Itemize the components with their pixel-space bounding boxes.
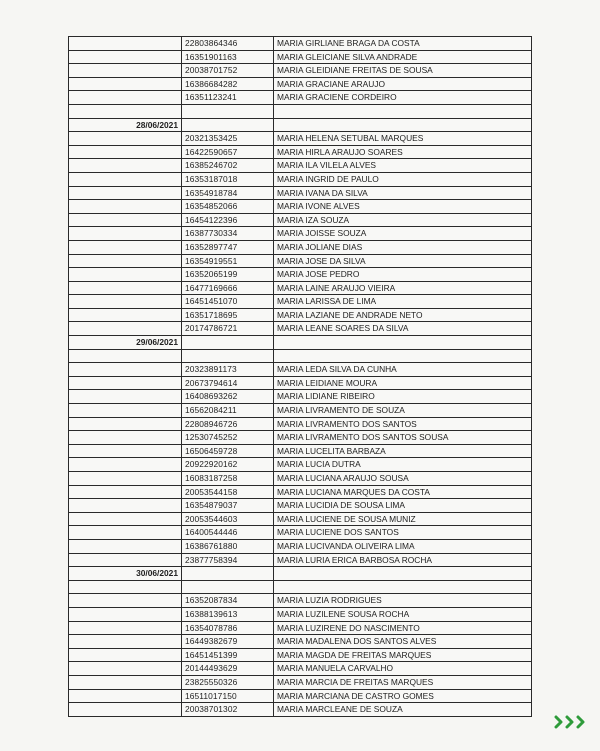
id-number-cell: 16562084211 xyxy=(182,404,274,418)
id-number-cell: 16451451070 xyxy=(182,295,274,309)
name-cell xyxy=(274,336,532,350)
table-row xyxy=(69,404,532,418)
id-number-cell: 16386761880 xyxy=(182,539,274,553)
name-cell xyxy=(274,580,532,594)
date-cell xyxy=(69,594,182,608)
date-cell xyxy=(69,64,182,78)
name-cell: MARIA LIVRAMENTO DE SOUZA xyxy=(274,404,532,418)
id-number-cell: 16354078786 xyxy=(182,621,274,635)
name-cell: MARIA JOSE PEDRO xyxy=(274,268,532,282)
id-number-cell: 20323891173 xyxy=(182,363,274,377)
table-row xyxy=(69,240,532,254)
date-cell xyxy=(69,499,182,513)
table-row xyxy=(69,213,532,227)
table-row xyxy=(69,703,532,717)
name-cell: MARIA GRACIENE CORDEIRO xyxy=(274,91,532,105)
date-cell xyxy=(69,376,182,390)
id-number-cell: 16400544446 xyxy=(182,526,274,540)
date-cell xyxy=(69,227,182,241)
name-cell: MARIA LUZILENE SOUSA ROCHA xyxy=(274,607,532,621)
table-row xyxy=(69,417,532,431)
date-row xyxy=(69,118,532,132)
table-row xyxy=(69,132,532,146)
name-cell: MARIA LUZIA RODRIGUES xyxy=(274,594,532,608)
id-number-cell: 12530745252 xyxy=(182,431,274,445)
name-cell: MARIA LEANE SOARES DA SILVA xyxy=(274,322,532,336)
name-cell: MARIA GIRLIANE BRAGA DA COSTA xyxy=(274,37,532,51)
name-cell: MARIA MANUELA CARVALHO xyxy=(274,662,532,676)
date-cell xyxy=(69,37,182,51)
id-number-cell: 16422590657 xyxy=(182,145,274,159)
date-row xyxy=(69,336,532,350)
id-number-cell: 16385246702 xyxy=(182,159,274,173)
date-cell: 29/06/2021 xyxy=(69,336,182,350)
name-cell: MARIA LUCIANA ARAUJO SOUSA xyxy=(274,472,532,486)
table-row xyxy=(69,648,532,662)
id-number-cell: 16351901163 xyxy=(182,50,274,64)
date-cell xyxy=(69,607,182,621)
table-row xyxy=(69,431,532,445)
name-cell: MARIA LIDIANE RIBEIRO xyxy=(274,390,532,404)
table-row xyxy=(69,77,532,91)
date-cell: 30/06/2021 xyxy=(69,567,182,581)
name-cell: MARIA LAINE ARAUJO VIEIRA xyxy=(274,281,532,295)
table-row xyxy=(69,200,532,214)
id-number-cell xyxy=(182,349,274,363)
name-cell: MARIA MAGDA DE FREITAS MARQUES xyxy=(274,648,532,662)
table-row xyxy=(69,268,532,282)
id-number-cell xyxy=(182,104,274,118)
table-row xyxy=(69,227,532,241)
name-cell: MARIA IZA SOUZA xyxy=(274,213,532,227)
id-number-cell: 16451451399 xyxy=(182,648,274,662)
name-cell: MARIA GLEIDIANE FREITAS DE SOUSA xyxy=(274,64,532,78)
id-number-cell: 16386684282 xyxy=(182,77,274,91)
id-number-cell xyxy=(182,580,274,594)
date-cell xyxy=(69,104,182,118)
table-row xyxy=(69,37,532,51)
name-cell: MARIA LUCIENE DE SOUSA MUNIZ xyxy=(274,512,532,526)
table-row xyxy=(69,104,532,118)
name-cell: MARIA LUCIDIA DE SOUSA LIMA xyxy=(274,499,532,513)
id-number-cell xyxy=(182,567,274,581)
id-number-cell: 20038701752 xyxy=(182,64,274,78)
date-cell xyxy=(69,485,182,499)
date-cell xyxy=(69,553,182,567)
date-cell xyxy=(69,472,182,486)
triple-chevron-right-icon[interactable] xyxy=(554,714,588,730)
id-number-cell: 16351123241 xyxy=(182,91,274,105)
date-cell xyxy=(69,635,182,649)
id-number-cell: 16454122396 xyxy=(182,213,274,227)
name-cell: MARIA LUCIVANDA OLIVEIRA LIMA xyxy=(274,539,532,553)
date-cell xyxy=(69,159,182,173)
name-cell xyxy=(274,118,532,132)
id-number-cell: 20922920162 xyxy=(182,458,274,472)
name-cell: MARIA LEDA SILVA DA CUNHA xyxy=(274,363,532,377)
table-row xyxy=(69,254,532,268)
table-row xyxy=(69,689,532,703)
name-cell: MARIA LEIDIANE MOURA xyxy=(274,376,532,390)
name-cell xyxy=(274,104,532,118)
id-number-cell: 16352897747 xyxy=(182,240,274,254)
id-number-cell: 16506459728 xyxy=(182,444,274,458)
id-number-cell: 16351718695 xyxy=(182,308,274,322)
date-cell xyxy=(69,580,182,594)
id-number-cell: 16354918784 xyxy=(182,186,274,200)
name-cell: MARIA GRACIANE ARAUJO xyxy=(274,77,532,91)
table-row xyxy=(69,539,532,553)
date-cell xyxy=(69,648,182,662)
table-row xyxy=(69,621,532,635)
table-row xyxy=(69,64,532,78)
table-row xyxy=(69,635,532,649)
id-number-cell: 16387730334 xyxy=(182,227,274,241)
table-row xyxy=(69,607,532,621)
name-cell: MARIA LAZIANE DE ANDRADE NETO xyxy=(274,308,532,322)
table-row xyxy=(69,281,532,295)
date-cell xyxy=(69,621,182,635)
table-row xyxy=(69,376,532,390)
id-number-cell: 16352065199 xyxy=(182,268,274,282)
table-row xyxy=(69,159,532,173)
id-number-cell: 20321353425 xyxy=(182,132,274,146)
table-row xyxy=(69,349,532,363)
date-cell xyxy=(69,132,182,146)
date-cell xyxy=(69,539,182,553)
id-number-cell: 20053544603 xyxy=(182,512,274,526)
date-cell xyxy=(69,404,182,418)
table-row xyxy=(69,390,532,404)
name-cell: MARIA IVONE ALVES xyxy=(274,200,532,214)
id-number-cell: 22803864346 xyxy=(182,37,274,51)
id-number-cell xyxy=(182,336,274,350)
id-number-cell: 16083187258 xyxy=(182,472,274,486)
date-cell xyxy=(69,349,182,363)
id-number-cell xyxy=(182,118,274,132)
date-cell: 28/06/2021 xyxy=(69,118,182,132)
name-cell: MARIA LUZIRENE DO NASCIMENTO xyxy=(274,621,532,635)
id-number-cell: 16449382679 xyxy=(182,635,274,649)
table-row xyxy=(69,512,532,526)
name-cell: MARIA LUCIENE DOS SANTOS xyxy=(274,526,532,540)
id-number-cell: 16353187018 xyxy=(182,172,274,186)
table-row xyxy=(69,322,532,336)
name-cell xyxy=(274,349,532,363)
name-cell: MARIA LUCIANA MARQUES DA COSTA xyxy=(274,485,532,499)
name-cell: MARIA LUCELITA BARBAZA xyxy=(274,444,532,458)
id-number-cell: 23825550326 xyxy=(182,675,274,689)
date-cell xyxy=(69,675,182,689)
name-cell xyxy=(274,567,532,581)
name-cell: MARIA HELENA SETUBAL MARQUES xyxy=(274,132,532,146)
id-number-cell: 20053544158 xyxy=(182,485,274,499)
id-number-cell: 16408693262 xyxy=(182,390,274,404)
id-number-cell: 16477169666 xyxy=(182,281,274,295)
table-row xyxy=(69,580,532,594)
date-cell xyxy=(69,512,182,526)
name-cell: MARIA LIVRAMENTO DOS SANTOS xyxy=(274,417,532,431)
id-number-cell: 16388139613 xyxy=(182,607,274,621)
date-cell xyxy=(69,186,182,200)
date-cell xyxy=(69,295,182,309)
table-row xyxy=(69,594,532,608)
name-cell: MARIA MARCIA DE FREITAS MARQUES xyxy=(274,675,532,689)
roster-table xyxy=(68,36,532,717)
date-cell xyxy=(69,431,182,445)
table-row xyxy=(69,308,532,322)
date-cell xyxy=(69,268,182,282)
date-cell xyxy=(69,77,182,91)
id-number-cell: 20038701302 xyxy=(182,703,274,717)
name-cell: MARIA JOISSE SOUZA xyxy=(274,227,532,241)
date-cell xyxy=(69,662,182,676)
table-row xyxy=(69,363,532,377)
table-row xyxy=(69,50,532,64)
table-row xyxy=(69,444,532,458)
date-cell xyxy=(69,240,182,254)
date-row xyxy=(69,567,532,581)
table-row xyxy=(69,526,532,540)
date-cell xyxy=(69,689,182,703)
name-cell: MARIA MARCIANA DE CASTRO GOMES xyxy=(274,689,532,703)
name-cell: MARIA JOLIANE DIAS xyxy=(274,240,532,254)
roster-body xyxy=(69,37,532,717)
date-cell xyxy=(69,213,182,227)
id-number-cell: 16352087834 xyxy=(182,594,274,608)
id-number-cell: 16354919551 xyxy=(182,254,274,268)
date-cell xyxy=(69,444,182,458)
date-cell xyxy=(69,145,182,159)
name-cell: MARIA MADALENA DOS SANTOS ALVES xyxy=(274,635,532,649)
date-cell xyxy=(69,526,182,540)
id-number-cell: 16511017150 xyxy=(182,689,274,703)
id-number-cell: 20174786721 xyxy=(182,322,274,336)
date-cell xyxy=(69,458,182,472)
table-row xyxy=(69,186,532,200)
table-row xyxy=(69,553,532,567)
table-row xyxy=(69,172,532,186)
table-row xyxy=(69,145,532,159)
date-cell xyxy=(69,363,182,377)
date-cell xyxy=(69,417,182,431)
date-cell xyxy=(69,200,182,214)
table-row xyxy=(69,458,532,472)
name-cell: MARIA LARISSA DE LIMA xyxy=(274,295,532,309)
date-cell xyxy=(69,91,182,105)
id-number-cell: 16354852066 xyxy=(182,200,274,214)
id-number-cell: 16354879037 xyxy=(182,499,274,513)
table-row xyxy=(69,295,532,309)
name-cell: MARIA JOSE DA SILVA xyxy=(274,254,532,268)
name-cell: MARIA ILA VILELA ALVES xyxy=(274,159,532,173)
table-row xyxy=(69,91,532,105)
table-row xyxy=(69,472,532,486)
table-row xyxy=(69,662,532,676)
id-number-cell: 23877758394 xyxy=(182,553,274,567)
date-cell xyxy=(69,703,182,717)
name-cell: MARIA IVANA DA SILVA xyxy=(274,186,532,200)
id-number-cell: 20673794614 xyxy=(182,376,274,390)
date-cell xyxy=(69,50,182,64)
name-cell: MARIA LIVRAMENTO DOS SANTOS SOUSA xyxy=(274,431,532,445)
name-cell: MARIA LUCIA DUTRA xyxy=(274,458,532,472)
id-number-cell: 20144493629 xyxy=(182,662,274,676)
name-cell: MARIA INGRID DE PAULO xyxy=(274,172,532,186)
name-cell: MARIA MARCLEANE DE SOUZA xyxy=(274,703,532,717)
name-cell: MARIA HIRLA ARAUJO SOARES xyxy=(274,145,532,159)
table-row xyxy=(69,675,532,689)
date-cell xyxy=(69,172,182,186)
date-cell xyxy=(69,390,182,404)
table-row xyxy=(69,499,532,513)
date-cell xyxy=(69,322,182,336)
date-cell xyxy=(69,281,182,295)
name-cell: MARIA GLEICIANE SILVA ANDRADE xyxy=(274,50,532,64)
table-row xyxy=(69,485,532,499)
name-cell: MARIA LURIA ERICA BARBOSA ROCHA xyxy=(274,553,532,567)
date-cell xyxy=(69,254,182,268)
date-cell xyxy=(69,308,182,322)
id-number-cell: 22808946726 xyxy=(182,417,274,431)
